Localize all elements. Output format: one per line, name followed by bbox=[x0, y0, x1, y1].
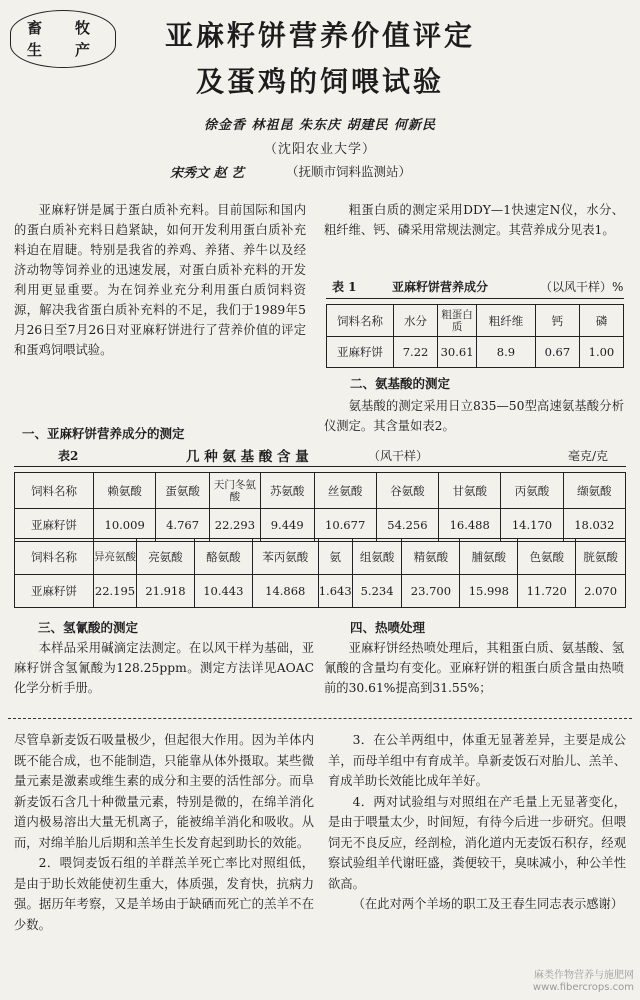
lower-left-paragraph: 尽管阜新麦饭石吸量极少，但起很大作用。因为羊体内既不能合成，也不能制造，只能靠从体外摄取。某些微量元素是激素或维生素的成分和主要的活性部分。而阜新麦饭石含几十种微量元素，特别是微的，在绵羊消化道内极易溶出大量无机离子，能被绵羊消化和吸收。从而，对绵羊胎儿后期和羔羊生长发育起到助长的效能。 bbox=[14, 733, 314, 850]
table2b-header: 饲料名称 bbox=[15, 539, 94, 575]
table2b-cell: 亚麻籽饼 bbox=[15, 575, 94, 608]
table2b-cell: 5.234 bbox=[352, 575, 402, 608]
lower-right-column bbox=[328, 730, 626, 915]
table1-header: 水分 bbox=[394, 305, 438, 337]
table2b-cell: 14.868 bbox=[252, 575, 318, 608]
table2a-cell: 10.677 bbox=[314, 509, 376, 542]
table2a-cell: 18.032 bbox=[563, 509, 625, 542]
table2b-cell: 23.700 bbox=[402, 575, 460, 608]
table2b-header: 异亮氨酸 bbox=[94, 539, 137, 575]
table2-part-a bbox=[14, 472, 626, 542]
table2b-header: 亮氨酸 bbox=[137, 539, 195, 575]
table1-cell: 1.00 bbox=[579, 337, 623, 368]
table1-header: 钙 bbox=[535, 305, 579, 337]
section4-paragraph: 亚麻籽饼经热喷处理后，其粗蛋白质、氨基酸、氢氰酸的含量均有变化。亚麻籽饼的粗蛋白质含量由热喷前的30.61%提高到31.55%； bbox=[324, 641, 624, 695]
table1-top-rule bbox=[326, 298, 624, 299]
table1-header: 粗纤维 bbox=[477, 305, 536, 337]
table2b-header: 组氨酸 bbox=[352, 539, 402, 575]
table2a-header: 赖氨酸 bbox=[94, 473, 156, 509]
intro-block bbox=[14, 200, 306, 360]
table2b-header: 脯氨酸 bbox=[460, 539, 518, 575]
site-watermark bbox=[533, 970, 634, 994]
table2b-cell: 1.643 bbox=[318, 575, 352, 608]
table1-header: 粗蛋白质 bbox=[438, 305, 477, 337]
badge-char: 产 bbox=[75, 41, 91, 59]
table1-cell: 8.9 bbox=[477, 337, 536, 368]
table2b-cell: 10.443 bbox=[194, 575, 252, 608]
watermark-url: www.fibercrops.com bbox=[532, 982, 634, 993]
table2a-header: 甘氨酸 bbox=[439, 473, 501, 509]
table2b-cell: 15.998 bbox=[460, 575, 518, 608]
table2b-header: 精氨酸 bbox=[402, 539, 460, 575]
acknowledgement: （在此对两个羊场的职工及王春生同志表示感谢） bbox=[352, 897, 624, 911]
table1-label: 表 1 bbox=[332, 280, 357, 294]
section4-body bbox=[324, 638, 624, 698]
affiliation-1: （沈阳农业大学） bbox=[263, 142, 376, 157]
table2b-header: 苯丙氨酸 bbox=[252, 539, 318, 575]
table2b-cell: 22.195 bbox=[94, 575, 137, 608]
lower-right-paragraph: 3．在公羊两组中，体重无显著差异，主要是成公羊，而母羊组中有育成羊。阜新麦饭石对胎儿、羔羊、育成羊助长效能比成年羊好。 bbox=[328, 733, 626, 788]
table1-cell: 0.67 bbox=[535, 337, 579, 368]
table1-cell: 7.22 bbox=[394, 337, 438, 368]
table2a-cell: 10.009 bbox=[94, 509, 156, 542]
table2a-cell: 4.767 bbox=[156, 509, 210, 542]
table2b-header: 色氨酸 bbox=[518, 539, 576, 575]
table1-title: 亚麻籽饼营养成分 bbox=[392, 280, 489, 294]
section3-paragraph: 本样品采用碱滴定法测定。在以风干样为基础，亚麻籽饼含氢氰酸为128.25ppm。测定方法详见AOAC化学分析手册。 bbox=[14, 641, 314, 695]
section2-body bbox=[324, 396, 624, 436]
lower-left-paragraph: 2．喂饲麦饭石组的羊群羔羊死亡率比对照组低，是由于助长效能使初生重大，体质强，发育快，抗病力强。据历年考察，又是羊场由于缺硒而死亡的羔羊不在少数。 bbox=[14, 856, 314, 932]
table2a-header: 丝氨酸 bbox=[314, 473, 376, 509]
table1-cell: 亚麻籽饼 bbox=[327, 337, 394, 368]
table2a-header: 谷氨酸 bbox=[376, 473, 438, 509]
table2b-cell: 11.720 bbox=[518, 575, 576, 608]
table2b-header: 酪氨酸 bbox=[194, 539, 252, 575]
table2b-cell: 21.918 bbox=[137, 575, 195, 608]
badge-char: 畜 bbox=[27, 19, 43, 37]
table1-unit: （以风干样）% bbox=[540, 280, 624, 294]
table2a-header: 丙氨酸 bbox=[501, 473, 563, 509]
table2b-header: 氨 bbox=[318, 539, 352, 575]
article-divider bbox=[8, 718, 632, 719]
watermark-line: 麻类作物营养与施肥网 bbox=[534, 970, 634, 981]
table2-title: 几 种 氨 基 酸 含 量 bbox=[186, 449, 309, 465]
intro-paragraph: 亚麻籽饼是属于蛋白质补充料。目前国际和国内的蛋白质补充料日趋紧缺，如何开发利用蛋白质补充料迫在眉睫。特别是我省的养鸡、养猪、养牛以及经济动物等饲养业的迅速发展，对蛋白质补充料的开发利用更显重要。为在饲养业充分利用蛋白质饲料资源，解决我省蛋白质补充料的不足，我们于1989年5月26日至7月26日对亚麻籽饼进行了营养价值的评定和蛋鸡饲喂试验。 bbox=[14, 203, 306, 357]
table2a-cell: 14.170 bbox=[501, 509, 563, 542]
table2a-header: 天门冬氨酸 bbox=[209, 473, 260, 509]
table2a-header: 苏氨酸 bbox=[260, 473, 314, 509]
table2-top-rule bbox=[14, 466, 626, 467]
section2-heading: 二、氨基酸的测定 bbox=[350, 376, 451, 391]
table1-header: 饲料名称 bbox=[327, 305, 394, 337]
table2-unit: 毫克/克 bbox=[568, 449, 609, 463]
table2a-cell: 54.256 bbox=[376, 509, 438, 542]
method-paragraph: 粗蛋白质的测定采用DDY—1快速定N仪，水分、粗纤维、钙、磷采用常规法测定。其营养成分见表1。 bbox=[324, 203, 624, 237]
section4-heading: 四、热喷处理 bbox=[350, 620, 426, 635]
table2a-header: 蛋氨酸 bbox=[156, 473, 210, 509]
table1 bbox=[326, 304, 624, 368]
badge-char: 生 bbox=[27, 41, 43, 59]
table2a-cell: 亚麻籽饼 bbox=[15, 509, 94, 542]
table2-part-b bbox=[14, 538, 626, 608]
authors-group2: 宋秀文 赵 艺 bbox=[170, 166, 245, 181]
affiliation-2: （抚顺市饲料监测站） bbox=[286, 164, 412, 179]
article-title-line2: 及蛋鸡的饲喂试验 bbox=[195, 65, 444, 98]
right-column bbox=[324, 200, 624, 240]
authors-group1: 徐金香 林祖昆 朱东庆 胡建民 何新民 bbox=[203, 118, 437, 133]
table2a-header: 缬氨酸 bbox=[563, 473, 625, 509]
section2-paragraph: 氨基酸的测定采用日立835—50型高速氨基酸分析仪测定。其含量如表2。 bbox=[324, 399, 624, 433]
table2b-cell: 2.070 bbox=[576, 575, 626, 608]
badge-char: 牧 bbox=[75, 19, 91, 37]
table1-cell: 30.61 bbox=[438, 337, 477, 368]
lower-right-paragraph: 4．两对试验组与对照组在产毛量上无显著变化，是由于喂量太少，时间短，有待今后进一步研究。但喂饲无不良反应，经剖检，消化道内无麦饭石积存，经观察试验组羊代谢旺盛，粪便较干，臭味减小，种公羊性欲高。 bbox=[328, 794, 626, 891]
section3-body bbox=[14, 638, 314, 698]
table2b-header: 胱氨酸 bbox=[576, 539, 626, 575]
table2a-header: 饲料名称 bbox=[15, 473, 94, 509]
table2-label: 表2 bbox=[58, 449, 79, 463]
table2a-cell: 9.449 bbox=[260, 509, 314, 542]
table2a-cell: 22.293 bbox=[209, 509, 260, 542]
table1-header: 磷 bbox=[579, 305, 623, 337]
section3-heading: 三、氢氰酸的测定 bbox=[38, 620, 139, 635]
article-title-line1: 亚麻籽饼营养价值评定 bbox=[164, 19, 475, 52]
lower-left-column bbox=[14, 730, 314, 935]
table2a-cell: 16.488 bbox=[439, 509, 501, 542]
table2-note: （风干样） bbox=[368, 449, 429, 463]
section1-heading: 一、亚麻籽饼营养成分的测定 bbox=[22, 426, 185, 441]
